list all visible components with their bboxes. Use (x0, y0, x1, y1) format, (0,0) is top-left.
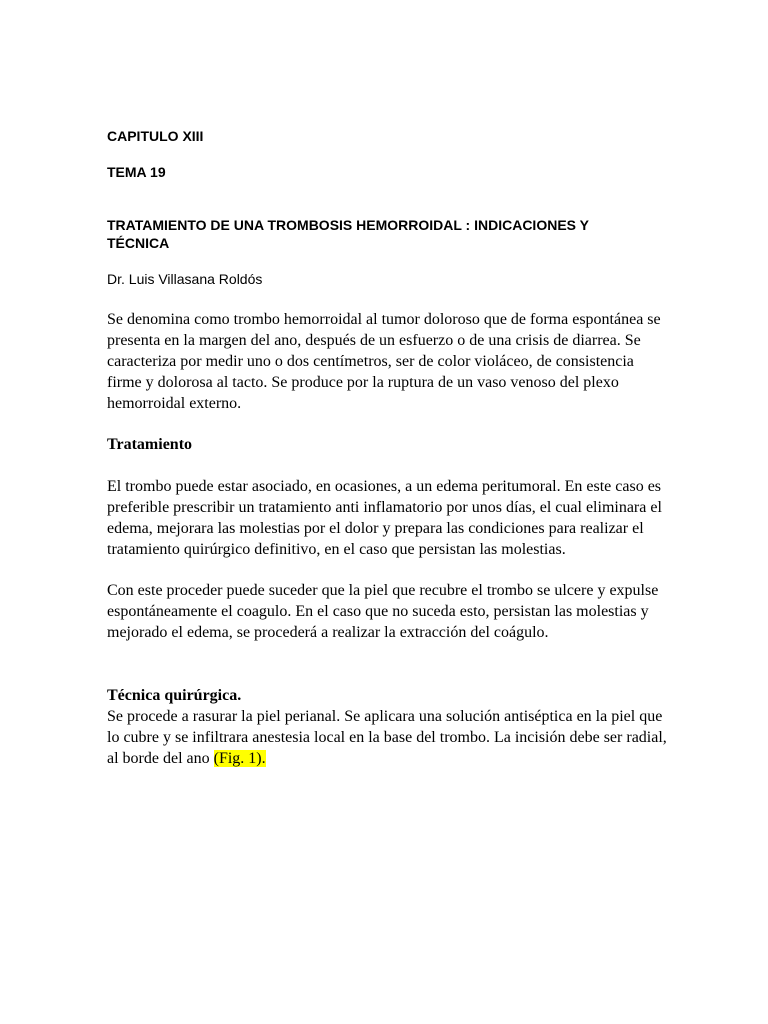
document-title: TRATAMIENTO DE UNA TROMBOSIS HEMORROIDAL : INDICACIONES Y TÉCNICA (107, 217, 589, 251)
author-name: Dr. Luis Villasana Roldós (107, 271, 263, 287)
treatment-heading: Tratamiento (107, 436, 193, 453)
technique-paragraph (107, 706, 667, 769)
tema-heading: TEMA 19 (107, 164, 166, 180)
treatment-paragraph-2: Con este proceder puede suceder que la piel que recubre el trombo se ulcere y expulse espontáneamente el coagulo. En el caso que no suceda esto, persistan las molestias y mejorado el edema, se procederá a realizar la extracción del coágulo. (107, 582, 659, 641)
treatment-paragraph-1: El trombo puede estar asociado, en ocasiones, a un edema peritumoral. En este caso es preferible prescribir un tratamiento anti inflamatorio por unos días, el cual eliminara el edema, mejorara las molestias por el dolor y prepara las condiciones para realizar el tratamiento quirúrgico definitivo, en el caso que persistan las molestias. (107, 478, 662, 558)
figure-reference: (Fig. 1). (213, 750, 266, 767)
intro-paragraph: Se denomina como trombo hemorroidal al tumor doloroso que de forma espontánea se presenta en la margen del ano, después de un esfuerzo o de una crisis de diarrea. Se caracteriza por medir uno o dos centímetros, ser de color violáceo, de consistencia firme y dolorosa al tacto. Se produce por la ruptura de un vaso venoso del plexo hemorroidal externo. (107, 311, 661, 412)
technique-text: Se procede a rasurar la piel perianal. Se aplicara una solución antiséptica en la piel que lo cubre y se infiltrara anestesia local en la base del trombo. La incisión debe ser radial, al borde del ano (107, 708, 667, 767)
chapter-heading: CAPITULO XIII (107, 128, 204, 144)
technique-heading: Técnica quirúrgica. (107, 687, 242, 704)
